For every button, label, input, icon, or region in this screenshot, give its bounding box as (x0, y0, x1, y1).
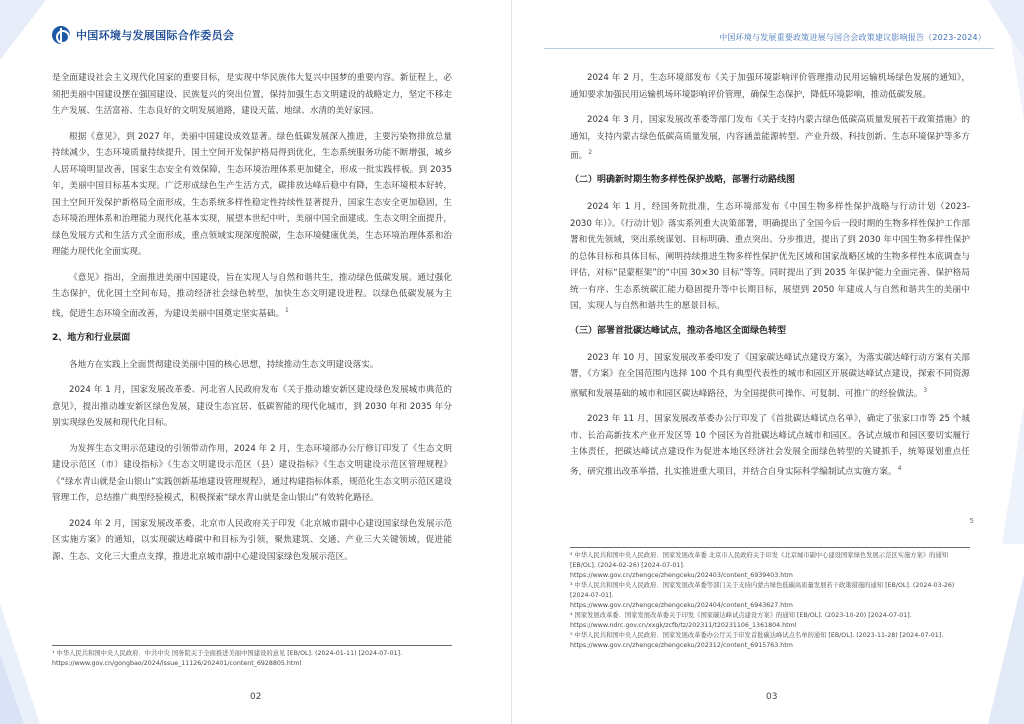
paragraph: 2024 年 1 月，经国务院批准，生态环境部发布《中国生物多样性保护战略与行动计划（2023-2030 年）》。《行动计划》落实系列重大决策部署，明确提出了全国今后一段时期的生物多样性保护工作部署和优先领域，突出系统谋划、目标明确、重点突出、分步推进，提出了到 2030 年中国生物多样性保护的总体目标和具体目标，阐明持续推进生物多样性保护优先区域和国家战略区域的生物多样性本底调查与评估，对标“昆蒙框架”的“中国 30×30 目标”等等。同时提出了到 2035 年保护能力全面完善、保护格局统一有序、生态系统碳汇能力稳固提升等中长期目标，展望到 2050 年建成人与自然和谐共生的美丽中国，实现人与自然和谐共生的愿景目标。 (570, 202, 970, 312)
paragraph (570, 112, 970, 164)
cciced-logo-icon (52, 26, 70, 44)
right-text-column (570, 70, 970, 489)
footnote: ¹ 中华人民共和国中央人民政府．中共中央 国务院关于全面推进美丽中国建设的意见 [EB/OL]. (2024-01-11) [2024-07-01]. https://www.gov.cn/gongbao/2024/issue_11126/202401/content_6928805.html (52, 650, 403, 667)
decorative-facet (0, 654, 24, 724)
footnote-url: https://www.ndrc.gov.cn/xxgk/zcfb/tz/202311/t20231106_1361804.html (570, 622, 797, 629)
page-number: 03 (766, 692, 778, 702)
footnote-url: https://www.gov.cn/zhengce/zhengceku/202312/content_6915763.htm (570, 642, 793, 649)
paragraph: 为发挥生态文明示范建设的引领带动作用，2024 年 2 月，生态环境部办公厅修订印发了《生态文明建设示范区（市）建设指标》《生态文明建设示范区（县）建设指标》《生态文明建设示范区管理规程》《“绿水青山就是金山银山”实践创新基地建设管理规程》，通过构建指标体系，规范化生态文明示范区建设管理工作，总结推广典型经验模式，积极探索“绿水青山就是金山银山”有效转化路径。 (52, 443, 452, 504)
paragraph (570, 411, 970, 480)
section-heading: （三）部署首批碳达峰试点，推动各地区全面绿色转型 (570, 325, 787, 336)
paragraph: 根据《意见》，到 2027 年，美丽中国建设成效显著。绿色低碳发展深入推进，主要污染物排放总量持续减少，生态环境质量持续提升，国土空间开发保护格局得到优化，生态系统服务功能不断增强，城乡人居环境明显改善，国家生态安全有效保障，生态环境治理体系更加健全，形成一批实践样板。到 2035 年，美丽中国目标基本实现。广泛形成绿色生产生活方式，碳排放达峰后稳中有降，生态环境根本好转，国土空间开发保护新格局全面形成，生态系统多样性稳定性持续性显著提升，国家生态安全更加稳固，生态环境治理体系和治理能力现代化基本实现，展望本世纪中叶，美丽中国全面建成。生态文明全面提升，绿色发展方式和生活方式全面形成，重点领域实现深度脱碳，生态环境健康优美，生态环境治理体系和治理能力现代化全面实现。 (52, 131, 452, 257)
footnote-ref: 4 (897, 464, 902, 472)
paragraph-text: 2024 年 3 月，国家发展改革委等部门发布《关于支持内蒙古绿色低碳高质量发展若干政策措施》的通知，支持内蒙古绿色低碳高质量发展，内容涵盖能源转型、产业升级、科技创新、生态环境保护等多方面。 (570, 115, 970, 161)
paragraph-text: 2023 年 10 月，国家发展改革委印发了《国家碳达峰试点建设方案》，为落实碳达峰行动方案有关部署，《方案》在全国范围内选择 100 个具有典型代表性的城市和园区开展碳达峰试点建设，探索不同资源禀赋和发展基础的城市和园区碳达峰路径，为全国提供可操作、可复制、可推广的经验做法。 (570, 352, 970, 399)
right-page (512, 0, 1024, 724)
decorative-facet (0, 0, 46, 60)
paragraph: 是全面建设社会主义现代化国家的重要目标，是实现中华民族伟大复兴中国梦的重要内容。新征程上，必须把美丽中国建设摆在强国建设、民族复兴的突出位置，保持加强生态文明建设的战略定力，坚定不移走生产发展、生活富裕、生态良好的文明发展道路，建设天蓝、地绿、水清的美好家园。 (52, 73, 452, 116)
footnote-ref: 3 (923, 386, 928, 394)
paragraph (570, 350, 970, 402)
footnote-rule (570, 547, 970, 548)
decorative-facet (988, 0, 1024, 58)
footnote-url: https://www.gov.cn/zhengce/zhengceku/202404/content_6943627.htm (570, 602, 793, 609)
paragraph: 2024 年 2 月，国家发展改革委、北京市人民政府关于印发《北京城市副中心建设国家绿色发展示范区实施方案》的通知，以实现碳达峰碳中和目标为引领，聚焦建筑、交通、产业三大关键领域，促进能源、生态、文化三大重点支撑，推进北京城市副中心建设国家绿色发展示范区。 (52, 518, 452, 562)
org-name: 中国环境与发展国际合作委员会 (76, 29, 235, 42)
paragraph: 各地方在实践上全面贯彻建设美丽中国的核心思想，持续推动生态文明建设落实。 (69, 359, 379, 370)
footnote-url: https://www.gov.cn/zhengce/zhengceku/202403/content_6939403.htm (570, 572, 793, 579)
section-subheading: 2、地方和行业层面 (52, 332, 131, 343)
footnote: ⁴ 国家发展改革委．国家发展改革委关于印发《国家碳达峰试点建设方案》的通知 [EB/OL]. (2023-10-20) [2024-07-01]. (570, 612, 912, 619)
footnote-ref: 2 (588, 149, 593, 156)
page-number: 02 (250, 692, 262, 702)
footnote: ² 中华人民共和国中央人民政府．国家发展改革委 北京市人民政府关于印发《北京城市副中心建设国家绿色发展示范区实施方案》的通知 [EB/OL]. (2024-02-26) [2024-07-01]. (570, 552, 949, 569)
decorative-facet (1004, 0, 1024, 120)
paragraph: 2024 年 1 月，国家发展改革委、河北省人民政府发布《关于推动雄安新区建设绿色发展城市典范的意见》，提出推动雄安新区绿色发展，建设生态宜居、低碳智能的现代化城市，到 2030 年和 2035 年分别实现绿色发展和现代化目标。 (52, 385, 452, 429)
decorative-facet (0, 604, 40, 724)
footnote-ref: 1 (285, 306, 289, 314)
decorative-facet (988, 574, 1024, 724)
left-text-column (52, 70, 452, 574)
decorative-facet (1002, 404, 1024, 544)
paragraph-text: 《意见》指出，全面推进美丽中国建设，旨在实现人与自然和谐共生，推动绿色低碳发展。通过强化生态保护，优化国土空间布局，推动经济社会绿色转型，加快生态文明建设进程。以绿色低碳发展为主线，促进生态环境全面改善，为建设美丽中国奠定坚实基础。 (52, 272, 452, 319)
org-logo (52, 26, 234, 44)
header-rule (544, 48, 994, 49)
report-title: 中国环境与发展重要政策进展与国合会政策建议影响报告（2023-2024） (719, 33, 986, 42)
footnote: ³ 中华人民共和国中央人民政府．国家发展改革委等部门关于支持内蒙古绿色低碳高质量发展若干政策措施的通知 [EB/OL]. (2024-03-26) [2024-07-01]. (570, 582, 955, 599)
footnotes (52, 645, 452, 669)
section-heading: （二）明确新时期生物多样性保护战略，部署行动路线图 (570, 175, 796, 186)
side-marker: 5 (969, 517, 974, 525)
footnote: ⁵ 中华人民共和国中央人民政府．国家发展改革委办公厅关于印发首批碳达峰试点名单的通知 [EB/OL]. (2023-11-28) [2024-07-01]. (570, 632, 944, 639)
paragraph-text: 2023 年 11 月，国家发展改革委办公厅印发了《首批碳达峰试点名单》，确定了张家口市等 25 个城市、长治高新技术产业开发区等 10 个园区为首批碳达峰试点城市和园区。各试点城市和园区要切实履行主体责任，把碳达峰试点建设作为促进本地区经济社会发展全面绿色转型的关键抓手，统筹谋划重点任务，研究推出改革举措，扎实推进重大项目，并结合自身实际科学编制试点实施方案。 (570, 414, 970, 477)
paragraph (52, 270, 452, 322)
footnotes (570, 547, 970, 651)
paragraph: 2024 年 2 月，生态环境部发布《关于加强环境影响评价管理推动民用运输机场绿色发展的通知》，通知要求加强民用运输机场环境影响评价管理，确保生态保护，降低环境影响，推动低碳发展。 (570, 73, 970, 100)
footnote-rule (52, 645, 452, 646)
